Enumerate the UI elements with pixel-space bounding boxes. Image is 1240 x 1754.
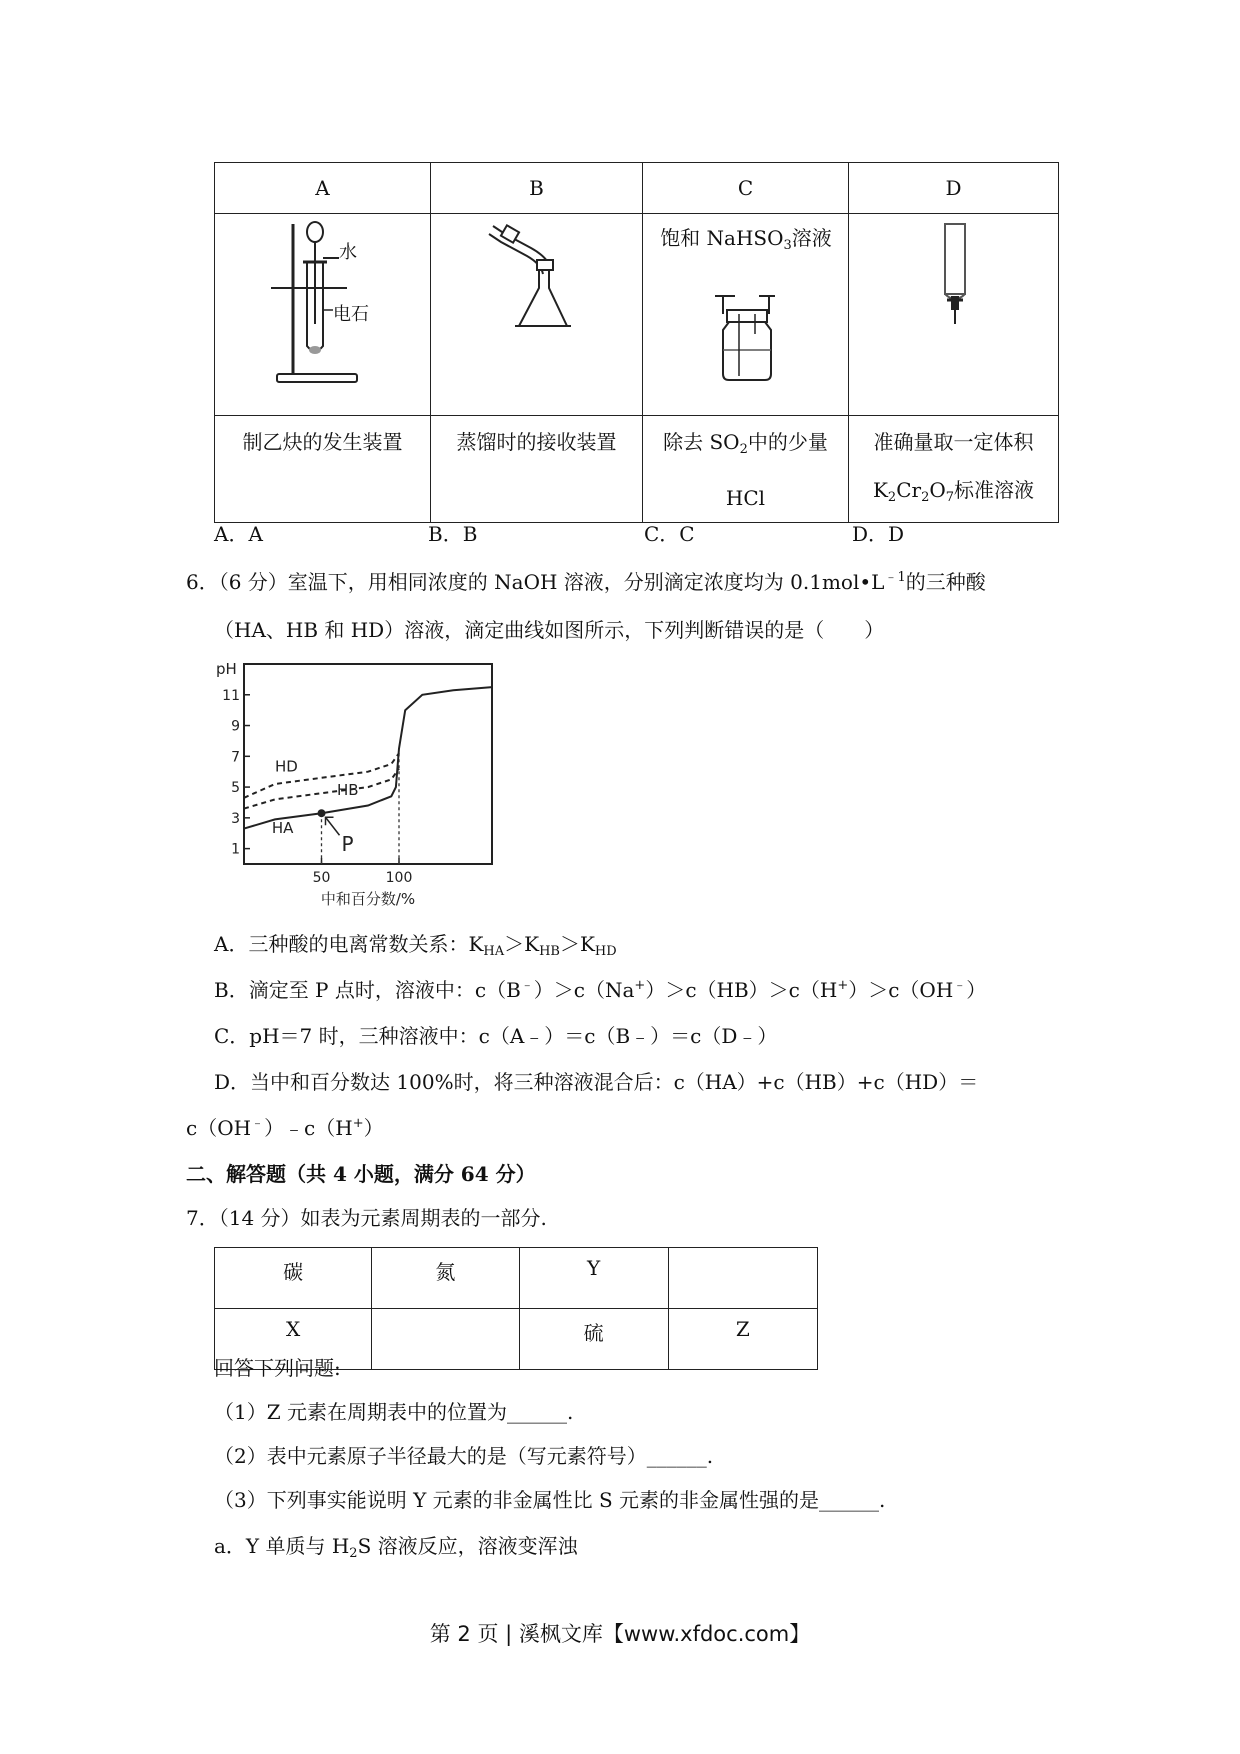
q7-sub-2: （2）表中元素原子半径最大的是（写元素符号）______. [214,1444,714,1468]
header-c: C [643,163,849,214]
series-label-hb: HB [337,780,359,799]
apparatus-d-cell [849,214,1059,416]
q6-opt-a-text-1: A．三种酸的电离常数关系：K [214,932,484,956]
p-point-arrow [326,817,340,835]
q6-stem-tail: 的三种酸 [905,570,986,594]
desc-d-sub1: 2 [887,490,897,505]
q6-option-c: C．pH＝7 时，三种溶液中：c（A﹣）＝c（B﹣）＝c（D﹣） [214,1024,778,1048]
cell-nitrogen: 氮 [372,1248,519,1309]
desc-d-o: O [929,478,946,502]
cell-z: Z [668,1309,817,1370]
header-d: D [849,163,1059,214]
p-point-label: P [341,832,354,857]
q6-opt-b-5: ） [966,978,987,1002]
q6-opt-a-sub3: HD [594,944,617,959]
section-2-heading: 二、解答题（共 4 小题，满分 64 分） [186,1162,536,1186]
table-row [215,1248,818,1309]
water-label: 水 [339,242,357,263]
cell-empty-1 [668,1248,817,1309]
cell-carbon: 碳 [215,1248,372,1309]
desc-c-text-3: HCl [725,486,766,510]
desc-b: 蒸馏时的接收装置 [431,416,643,523]
burette-figure [849,214,1059,410]
q6-opt-d-2sup1: ﹣ [251,1116,265,1131]
q6-opt-b-sup3: + [837,978,849,993]
q6-opt-a-sub1: HA [483,944,505,959]
q5-option-d: D．D [852,522,905,546]
q6-option-b [214,974,986,1003]
q7-opt-a-2: S 溶液反应，溶液变浑浊 [357,1534,578,1558]
desc-c-text-2: 中的少量 [747,430,828,454]
q5-option-a: A．A [214,522,263,546]
cell-x: X [215,1309,372,1370]
q6-opt-b-sup1: ﹣ [520,978,534,993]
y-tick-label: 11 [222,687,240,704]
q6-stem-line-2: （HA、HB 和 HD）溶液，滴定曲线如图所示，下列判断错误的是（ ） [214,618,885,642]
q6-opt-b-3: ）＞c（HB）＞c（H [645,978,838,1002]
page-footer: 第 2 页 | 溪枫文库【www.xfdoc.com】 [429,1622,811,1646]
q6-opt-a-text-2: ＞K [504,932,540,956]
desc-c-sub: 2 [739,442,748,457]
desc-d-text-1: 准确量取一定体积 [873,430,1034,454]
y-axis-label: pH [216,660,237,678]
x-tick-label: 100 [385,870,413,886]
acetylene-generator-figure [215,214,431,410]
gas-washing-bottle-figure [643,214,849,410]
q6-stem-sup: ﹣1 [884,570,906,585]
p-point-marker [318,809,326,817]
carbide-label: 电石 [333,304,369,325]
receiving-flask-figure [431,214,643,410]
desc-d-sub3: 7 [945,490,955,505]
q7-opt-a-sub: 2 [349,1546,358,1561]
y-tick-label: 1 [231,841,240,858]
q6-stem-line-1 [186,566,986,595]
desc-c-text-1: 除去 SO [663,430,740,454]
cell-empty-2 [372,1309,519,1370]
y-tick-label: 3 [231,810,240,827]
apparatus-table [214,162,1059,523]
q6-opt-b-1: B．滴定至 P 点时，溶液中：c（B [214,978,521,1002]
q6-opt-d-2a: c（OH [186,1116,252,1140]
series-label-ha: HA [271,819,294,838]
q7-sub-3: （3）下列事实能说明 Y 元素的非金属性比 S 元素的非金属性强的是______. [214,1488,886,1512]
cell-y: Y [519,1248,668,1309]
q6-opt-b-2: ）＞c（Na [533,978,635,1002]
desc-d-k: K [872,478,888,502]
q6-stem-text: 6．（6 分）室温下，用相同浓度的 NaOH 溶液，分别滴定浓度均为 0.1mol•L [186,570,885,594]
q6-opt-d-2sup2: + [352,1116,364,1131]
q5-option-c: C．C [644,522,695,546]
c-top-label-suffix: 溶液 [791,226,832,250]
c-top-label-sub: 3 [783,238,792,253]
q6-opt-a-text-3: ＞K [559,932,595,956]
q6-option-d-line-1: D．当中和百分数达 100%时，将三种溶液混合后：c（HA）+c（HB）+c（HD）＝ [214,1070,979,1094]
q6-opt-d-2c: ） [363,1116,384,1140]
q6-opt-b-4: ）＞c（OH [848,978,954,1002]
header-b: B [431,163,643,214]
header-a: A [215,163,431,214]
desc-d-cr: Cr [896,478,922,502]
q6-option-a [214,928,617,959]
q7-option-a [214,1530,578,1561]
q6-option-d-line-2 [186,1112,384,1141]
q6-opt-b-sup2: + [634,978,646,993]
series-label-hd: HD [275,757,298,776]
c-top-label-text: 饱和 NaHSO [660,226,784,250]
x-tick-label: 50 [312,870,331,886]
desc-a: 制乙炔的发生装置 [215,416,431,523]
desc-d-tail: 标准溶液 [954,478,1035,502]
desc-c [643,416,849,523]
q7-stem: 7．（14 分）如表为元素周期表的一部分. [186,1206,547,1230]
q7-opt-a-1: a．Y 单质与 H [214,1534,350,1558]
desc-d-sub2: 2 [921,490,930,505]
q7-prompt: 回答下列问题: [214,1356,341,1380]
q6-opt-d-2b: ）﹣c（H [264,1116,353,1140]
apparatus-a-cell [215,214,431,416]
apparatus-b-cell [431,214,643,416]
q7-sub-1: （1）Z 元素在周期表中的位置为______. [214,1400,574,1424]
q6-opt-b-sup4: ﹣ [953,978,967,993]
series-line-hd [244,753,399,798]
cell-sulfur: 硫 [519,1309,668,1370]
q6-opt-a-sub2: HB [539,944,560,959]
apparatus-c-cell [643,214,849,416]
y-tick-label: 7 [231,749,240,766]
q5-option-b: B．B [428,522,478,546]
y-tick-label: 5 [231,780,240,797]
y-tick-label: 9 [231,718,240,735]
x-axis-label: 中和百分数/% [320,890,416,908]
titration-chart [214,654,504,914]
desc-d [849,416,1059,523]
